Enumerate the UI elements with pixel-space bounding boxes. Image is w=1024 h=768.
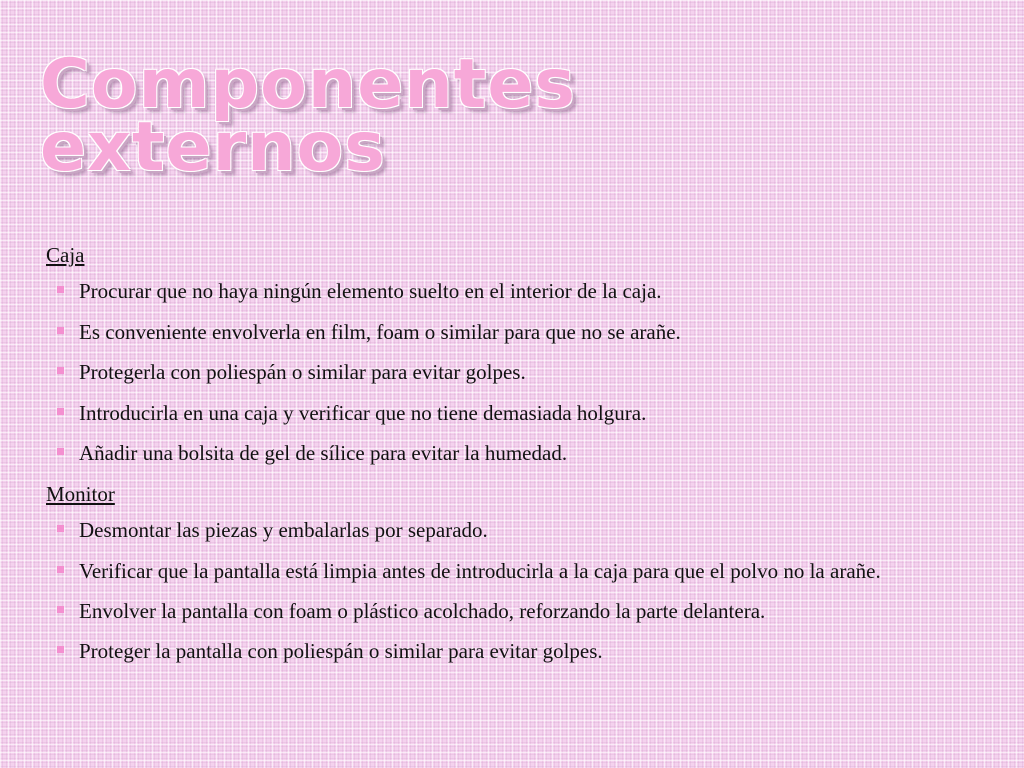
square-bullet-icon (57, 286, 64, 293)
section-heading-monitor: Monitor (46, 481, 115, 506)
slide-content (46, 240, 962, 677)
list-item (46, 636, 962, 666)
list-item (46, 556, 962, 586)
list-item-text: Es conveniente envolverla en film, foam o similar para que no se arañe. (79, 319, 681, 344)
list-item (46, 398, 962, 428)
list-item-text: Añadir una bolsita de gel de sílice para evitar la humedad. (79, 441, 568, 466)
list-item (46, 515, 962, 545)
square-bullet-icon (57, 327, 64, 334)
list-item (46, 317, 962, 347)
list-item-text: Envolver la pantalla con foam o plástico acolchado, reforzando la parte delantera. (79, 598, 766, 623)
square-bullet-icon (57, 606, 64, 613)
list-item-text: Protegerla con poliespán o similar para evitar golpes. (79, 360, 526, 385)
slide-title-line-2: externos (40, 107, 386, 187)
list-item-text: Introducirla en una caja y verificar que no tiene demasiada holgura. (79, 400, 647, 425)
section-monitor (46, 479, 962, 667)
square-bullet-icon (57, 408, 64, 415)
square-bullet-icon (57, 646, 64, 653)
list-item-text: Verificar que la pantalla está limpia antes de introducirla a la caja para que el polvo no la arañe. (79, 558, 881, 583)
list-item (46, 276, 962, 306)
list-item-text: Procurar que no haya ningún elemento suelto en el interior de la caja. (79, 279, 662, 304)
section-caja (46, 240, 962, 469)
square-bullet-icon (57, 367, 64, 374)
list-item (46, 357, 962, 387)
square-bullet-icon (57, 525, 64, 532)
slide-title-line-1: Componentes (40, 45, 576, 124)
list-item (46, 596, 962, 626)
section-heading-caja: Caja (46, 243, 85, 267)
slide-title (40, 45, 576, 187)
list-item-text: Proteger la pantalla con poliespán o similar para evitar golpes. (79, 639, 603, 664)
bullet-list-monitor (46, 515, 962, 667)
square-bullet-icon (57, 448, 64, 455)
square-bullet-icon (57, 566, 64, 573)
list-item-text: Desmontar las piezas y embalarlas por separado. (79, 518, 488, 543)
bullet-list-caja (46, 276, 962, 468)
list-item (46, 438, 962, 468)
